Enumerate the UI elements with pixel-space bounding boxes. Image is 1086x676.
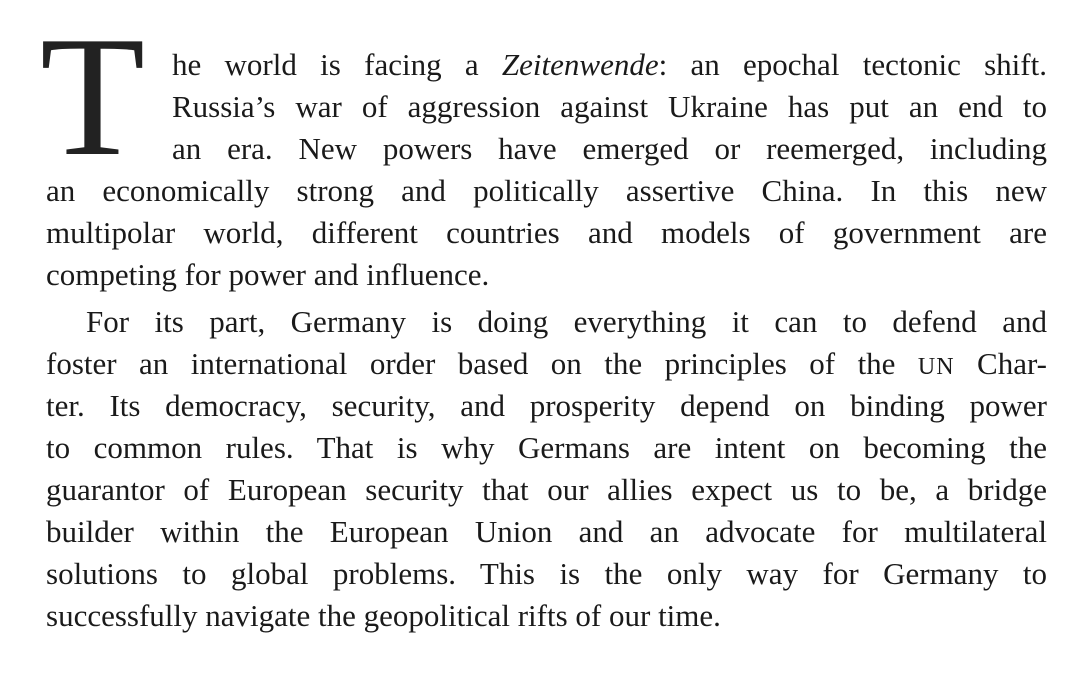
text-line: an era. New powers have emerged or reemerged, including <box>172 131 1047 166</box>
small-caps-acronym: UN <box>917 354 955 380</box>
text-line: For its part, Germany is doing everything it can to defend and <box>86 304 1047 339</box>
text-line: multipolar world, different countries and models of government are <box>46 215 1047 250</box>
text-line: solutions to global problems. This is the only way for Germany to <box>46 556 1047 591</box>
text-line: Russia’s war of aggression against Ukraine has put an end to <box>172 89 1047 124</box>
text-line <box>46 343 1047 385</box>
text-line <box>172 44 1047 86</box>
emphasized-term: Zeitenwende <box>501 47 659 82</box>
text-line: competing for power and influence. <box>46 257 490 292</box>
text-line: builder within the European Union and an advocate for multilateral <box>46 514 1047 549</box>
text-line-segment: : an epochal tectonic shift. <box>658 47 1047 82</box>
text-line-segment: foster an international order based on the principles of the <box>46 346 918 381</box>
text-line: to common rules. That is why Germans are intent on becoming the <box>46 430 1047 465</box>
text-line: an economically strong and politically assertive China. In this new <box>46 173 1047 208</box>
text-line-segment: he world is facing a <box>172 47 502 82</box>
drop-cap: T <box>40 2 146 192</box>
text-line: ter. Its democracy, security, and prosperity depend on binding power <box>46 388 1047 423</box>
text-line: guarantor of European security that our allies expect us to be, a bridge <box>46 472 1047 507</box>
text-line-segment: Char- <box>954 346 1047 381</box>
text-line: successfully navigate the geopolitical rifts of our time. <box>46 598 721 633</box>
